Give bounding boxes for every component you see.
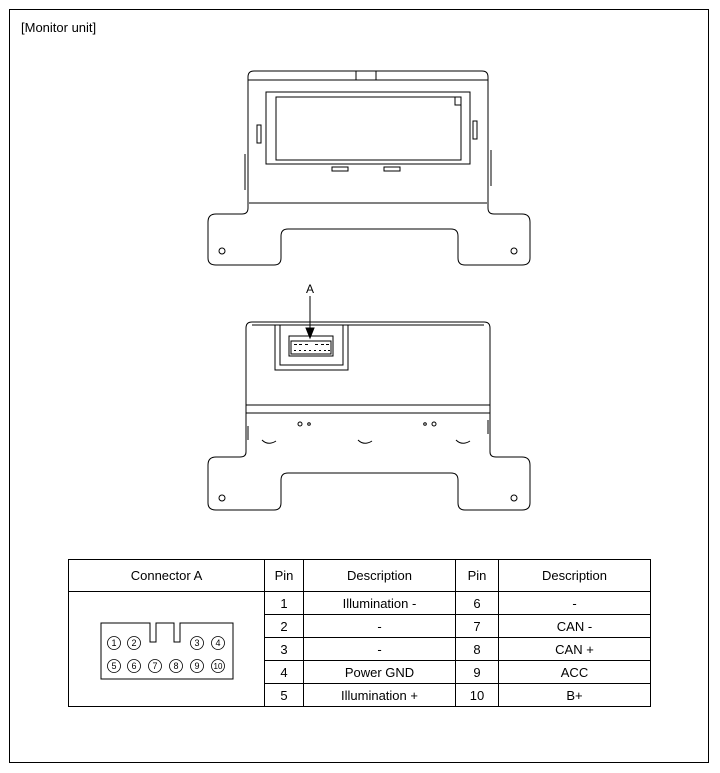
header-pin: Pin: [265, 560, 304, 592]
connector-pin-10: 10: [213, 662, 222, 671]
connector-pin-7: 7: [151, 661, 158, 671]
pin-description: -: [304, 638, 456, 661]
pin-number: 4: [265, 661, 304, 684]
pin-description: ACC: [499, 661, 651, 684]
connector-pin-8: 8: [172, 661, 179, 671]
header-pin: Pin: [456, 560, 499, 592]
pin-number: 6: [456, 592, 499, 615]
pin-number: 2: [265, 615, 304, 638]
pin-description: -: [499, 592, 651, 615]
pin-description: Illumination +: [304, 684, 456, 707]
connector-pin-5: 5: [110, 661, 117, 671]
pin-description: B+: [499, 684, 651, 707]
monitor-front-view: [208, 71, 530, 265]
rear-connector-pin-marks: [294, 344, 330, 351]
pin-number: 7: [456, 615, 499, 638]
connector-pin-4: 4: [214, 638, 221, 648]
connector-pin-6: 6: [130, 661, 137, 671]
connector-pin-3: 3: [193, 638, 200, 648]
connector-a-face: [100, 618, 234, 680]
connector-a-diagram-cell: [69, 592, 265, 707]
pin-number: 3: [265, 638, 304, 661]
callout-label-a: A: [305, 282, 315, 296]
pin-description: CAN -: [499, 615, 651, 638]
pin-table: [68, 559, 651, 707]
monitor-rear-view: [208, 296, 530, 510]
connector-pin-9: 9: [193, 661, 200, 671]
pin-description: Illumination -: [304, 592, 456, 615]
pin-description: Power GND: [304, 661, 456, 684]
header-connector: Connector A: [69, 560, 265, 592]
pin-number: 5: [265, 684, 304, 707]
header-description: Description: [304, 560, 456, 592]
pin-description: CAN +: [499, 638, 651, 661]
connector-pin-1: 1: [110, 638, 117, 648]
pin-number: 10: [456, 684, 499, 707]
table-header-row: [69, 560, 651, 592]
connector-pin-2: 2: [130, 638, 137, 648]
pin-number: 1: [265, 592, 304, 615]
table-row: [69, 592, 651, 615]
header-description: Description: [499, 560, 651, 592]
pin-number: 8: [456, 638, 499, 661]
pin-number: 9: [456, 661, 499, 684]
pin-description: -: [304, 615, 456, 638]
page-caption: [Monitor unit]: [21, 20, 97, 35]
